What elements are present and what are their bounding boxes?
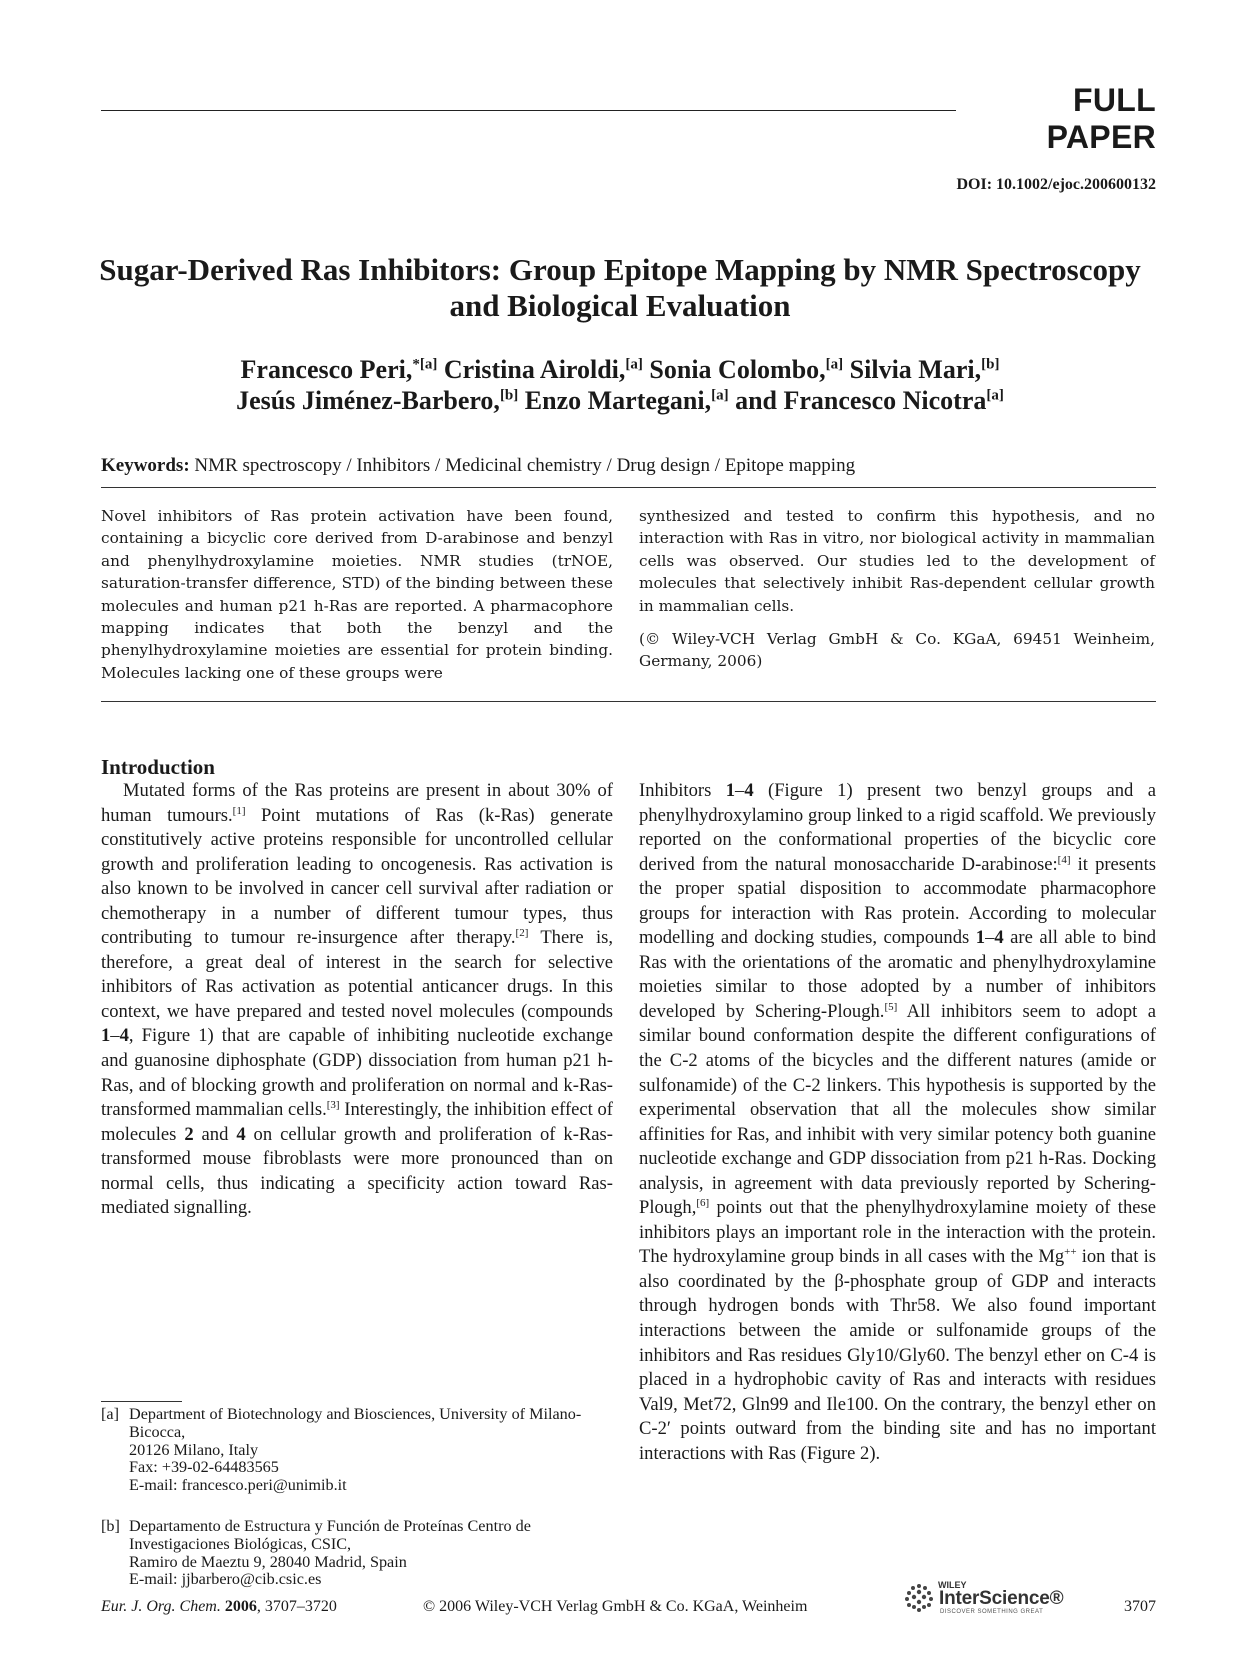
footnote-affiliation-a <box>101 1406 613 1495</box>
introduction-heading: Introduction <box>101 755 215 779</box>
keywords-label: Keywords: <box>101 455 190 476</box>
author-list <box>80 354 1160 416</box>
abstract-copyright: (© Wiley-VCH Verlag GmbH & Co. KGaA, 69451 Weinheim, Germany, 2006) <box>639 630 1155 671</box>
footnote-line: 20126 Milano, Italy <box>129 1440 259 1459</box>
author-name: and Francesco Nicotra <box>735 386 987 415</box>
affiliation-mark: [b] <box>981 356 1000 373</box>
text-run: – <box>735 780 745 801</box>
journal-name: Eur. J. Org. Chem. <box>101 1598 221 1615</box>
compound-ref: 4 <box>119 1025 129 1047</box>
author-name: Cristina Airoldi, <box>443 355 626 384</box>
text-run: and <box>193 1123 237 1145</box>
footnote-rule <box>101 1401 182 1402</box>
text-run: on cellular growth and proliferation of k-Ras-transformed mouse fibroblasts were more pronounced than on normal cells, thus indicating a specificity action toward Ras-mediated signalling. <box>101 1123 613 1219</box>
footnote-line: Ramiro de Maeztu 9, 28040 Madrid, Spain <box>129 1552 407 1571</box>
interscience-logo[interactable] <box>902 1580 1072 1616</box>
text-run: points out that the phenylhydroxylamine moiety of these inhibitors plays an important role in the interaction with the protein. The hydroxylamine group binds in all cases with the Mg <box>639 1197 1156 1268</box>
journal-pages: , 3707–3720 <box>256 1598 337 1615</box>
abstract-left: Novel inhibitors of Ras protein activation have been found, containing a bicyclic core derived from D-arabinose and benzyl and phenylhydroxylamine moieties. NMR studies (trNOE, saturation-transfer difference, STD) of the binding between these molecules and human p21 h-Ras are reported. A pharmacophore mapping indicates that both the benzyl and the phenylhydroxylamine moieties are essential for protein binding. Molecules lacking one of these groups were <box>101 507 613 682</box>
footnote-affiliation-b <box>101 1518 613 1589</box>
text-run: ion that is also coordinated by the β-phosphate group of GDP and interacts through hydrogen bonds with Thr58. We also found important interactions between the amide or sulfonamide groups of the inhibitors and Ras residues Gly10/Gly60. The benzyl ether on C-4 is placed in a hydrophobic cavity of Ras and interacts with residues Val9, Met72, Gln99 and Ile100. On the contrary, the benzyl ether on C-2′ points outward from the binding site and has no important interactions with Ras (Figure 2). <box>639 1246 1156 1464</box>
paper-title: Sugar-Derived Ras Inhibitors: Group Epitope Mapping by NMR Spectroscopy and Biological Evaluation <box>99 252 1141 323</box>
citation-ref[interactable]: [3] <box>326 1098 340 1111</box>
affiliation-mark: [a] <box>986 387 1004 404</box>
footnote-body <box>129 1518 613 1589</box>
compound-ref: 4 <box>744 780 754 801</box>
email-link[interactable]: E-mail: jjbarbero@cib.csic.es <box>129 1570 322 1589</box>
doi-link[interactable]: DOI: 10.1002/ejoc.200600132 <box>956 176 1156 193</box>
affiliation-mark: [b] <box>499 387 519 404</box>
logo-tagline: DISCOVER SOMETHING GREAT <box>940 1609 1044 1615</box>
citation-ref[interactable]: [4] <box>1057 853 1071 866</box>
text-run: Interestingly, the inhibition effect of molecules <box>101 1099 613 1145</box>
text-run: – <box>110 1025 120 1047</box>
text-run: All inhibitors seem to adopt a similar bound conformation despite the different configurations of the C-2 atoms of the bicycles and the different natures (amide or sulfonamide) of the C-2 linkers. This hypothesis is supported by the experimental observation that all the molecules show similar affinities for Ras, and inhibit with very similar potency both guanine nucleotide exchange and GDP dissociation from p21 h-Ras. Docking analysis, in agreement with data previously reported by Schering-Plough, <box>639 1000 1156 1219</box>
text-run: it presents the proper spatial disposition to accommodate pharmacophore groups for interaction with Ras protein. According to molecular modelling and docking studies, compounds <box>639 853 1156 949</box>
logo-publisher: WILEY <box>938 1580 967 1590</box>
section-label: FULL PAPER <box>1046 82 1156 155</box>
author-name: Sonia Colombo, <box>649 355 826 384</box>
abstract-continued: synthesized and tested to confirm this hypothesis, and no interaction with Ras in vitro, nor biological activity in mammalian cells was observed. Our studies led to the development of molecules that selectively inhibit Ras-dependent cellular growth in mammalian cells. <box>639 507 1155 615</box>
affiliation-mark: *[a] <box>412 356 438 373</box>
author-line-1 <box>80 354 1160 385</box>
keywords-text: NMR spectroscopy / Inhibitors / Medicinal chemistry / Drug design / Epitope mapping <box>194 455 856 476</box>
logo-name: InterScience® <box>939 1588 1064 1609</box>
compound-ref: 4 <box>236 1123 246 1145</box>
text-run: are all able to bind Ras with the orientations of the aromatic and phenylhydroxylamine moieties similar to those adopted by a number of inhibitors developed by Schering-Plough. <box>639 927 1156 1022</box>
text-run: , Figure 1) that are capable of inhibiting nucleotide exchange and guanosine diphosphate (GDP) dissociation from human p21 h-Ras, and of blocking growth and proliferation on normal and k-Ras-transformed mammalian cells. <box>101 1025 613 1121</box>
abstract-top-rule <box>101 487 1156 488</box>
author-name: Enzo Martegani, <box>524 386 712 415</box>
footer-copyright: © 2006 Wiley-VCH Verlag GmbH & Co. KGaA, Weinheim <box>423 1598 808 1615</box>
email-link[interactable]: E-mail: francesco.peri@unimib.it <box>129 1476 347 1495</box>
footnote-tag: [b] <box>101 1517 120 1535</box>
author-name: Jesús Jiménez-Barbero, <box>236 386 500 415</box>
citation-ref[interactable]: [6] <box>696 1197 710 1210</box>
keywords <box>101 455 855 477</box>
affiliation-mark: [a] <box>711 387 729 404</box>
citation-ref[interactable]: [5] <box>884 1000 898 1013</box>
citation-ref[interactable]: [1] <box>232 804 246 817</box>
affiliation-mark: [a] <box>625 356 643 373</box>
compound-ref: 1 <box>975 927 986 949</box>
text-run: – <box>985 927 995 949</box>
journal-year: 2006 <box>224 1598 257 1615</box>
journal-citation <box>101 1598 337 1616</box>
globe-icon <box>902 1582 936 1614</box>
charge-superscript: ++ <box>1064 1246 1077 1259</box>
abstract-right <box>639 505 1155 684</box>
author-line-2 <box>80 385 1160 416</box>
page-number: 3707 <box>1124 1598 1156 1615</box>
text-run: There is, therefore, a great deal of interest in the search for selective inhibitors of Ras activation as potential anticancer drugs. In this context, we have prepared and tested novel molecules (compounds <box>101 927 613 1022</box>
footnote-line: Department of Biotechnology and Biosciences, University of Milano-Bicocca, <box>129 1405 582 1441</box>
abstract-bottom-rule <box>101 701 1156 702</box>
compound-ref: 2 <box>184 1123 194 1145</box>
text-run: Inhibitors <box>639 780 726 801</box>
compound-ref: 4 <box>994 927 1004 949</box>
text-run: (Figure 1) present two benzyl groups and a phenylhydroxylamino group linked to a rigid scaffold. We previously reported on the conformational properties of the bicyclic core derived from the natural monosaccharide D-arabinose: <box>639 780 1156 875</box>
compound-ref: 1 <box>101 1025 111 1047</box>
author-name: Francesco Peri, <box>240 355 413 384</box>
footnote-line: Fax: +39-02-64483565 <box>129 1458 279 1477</box>
text-run: Point mutations of Ras (k-Ras) generate constitutively active proteins responsible for uncontrolled cellular growth and proliferation leading to oncogenesis. Ras activation is also known to be involved in cancer cell survival after radiation or chemotherapy in a number of different tumour types, thus contributing to tumour re-insurgence after therapy. <box>101 804 613 949</box>
footnote-line: Departamento de Estructura y Función de Proteínas Centro de Investigaciones Biológicas, CSIC, <box>129 1517 531 1553</box>
header-rule <box>101 110 956 111</box>
text-run: Mutated forms of the Ras proteins are present in about 30% of human tumours. <box>101 780 613 826</box>
citation-ref[interactable]: [2] <box>515 927 529 940</box>
footnote-body <box>129 1406 613 1495</box>
author-name: Silvia Mari, <box>849 355 982 384</box>
introduction-left-column <box>101 779 613 1221</box>
compound-ref: 1 <box>725 780 736 801</box>
footnote-tag: [a] <box>101 1405 119 1423</box>
affiliation-mark: [a] <box>825 356 844 373</box>
introduction-right-column <box>639 779 1156 1466</box>
